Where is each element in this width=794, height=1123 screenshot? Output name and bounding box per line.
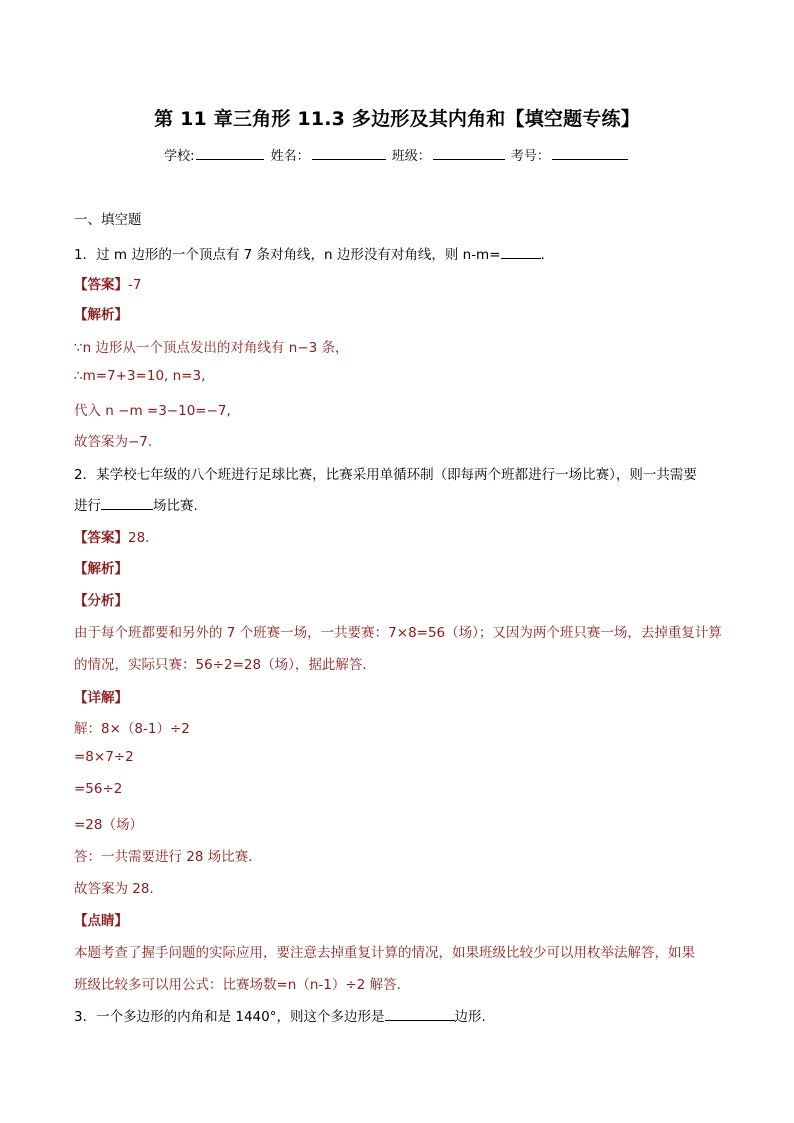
school-blank: [196, 147, 264, 160]
detail-line: 解：8×（8-1）÷2: [74, 721, 190, 737]
analysis-line: ∴m=7+3=10, n=3,: [74, 368, 206, 384]
section-title: 一、填空题: [74, 212, 142, 228]
question-1-tail: .: [540, 247, 545, 263]
dianjing-tag: 【点睛】: [74, 913, 128, 929]
analysis-line: 代入 n −m =3−10=−7,: [74, 403, 231, 419]
answer-tag: 【答案】: [74, 530, 128, 546]
fenxi-tag: 【分析】: [74, 593, 128, 609]
question-2-tail: 场比赛.: [153, 498, 198, 514]
detail-line: 故答案为 28．: [74, 881, 163, 897]
question-3-text: 3．一个多边形的内角和是 1440°，则这个多边形是: [74, 1009, 385, 1025]
dianjing-line: 本题考查了握手问题的实际应用，要注意去掉重复计算的情况，如果班级比较少可以用枚举法解答，如果: [74, 945, 695, 961]
question-2-text: 进行: [74, 498, 101, 514]
school-label: 学校:: [164, 149, 195, 164]
analysis-tag: 【解析】: [74, 307, 128, 323]
class-blank: [433, 147, 505, 160]
fenxi-line: 的情况，实际只赛：56÷2=28（场），据此解答．: [74, 657, 376, 673]
fenxi-line: 由于每个班都要和另外的 7 个班赛一场，一共要赛：7×8=56（场）；又因为两个班只赛一场，去掉重复计算: [74, 625, 722, 641]
question-1-blank: [501, 246, 541, 259]
detail-line: =28（场）: [74, 817, 143, 833]
name-blank: [312, 147, 386, 160]
answer-1: [74, 273, 141, 293]
dianjing-line: 班级比较多可以用公式：比赛场数=n（n-1）÷2 解答．: [74, 977, 411, 993]
question-2-line-1: 2．某学校七年级的八个班进行足球比赛，比赛采用单循环制（即每两个班都进行一场比赛），则一共需要: [74, 467, 697, 483]
exam-number-label: 考号：: [510, 149, 550, 164]
answer-value: -7: [128, 277, 142, 293]
question-1: [74, 243, 545, 263]
detail-line: =56÷2: [74, 781, 123, 797]
detail-line: =8×7÷2: [74, 749, 134, 765]
question-2-line-2: [74, 494, 198, 514]
answer-2: [74, 526, 159, 546]
analysis-tag: 【解析】: [74, 561, 128, 577]
analysis-line: ∵n 边形从一个顶点发出的对角线有 n−3 条，: [74, 340, 349, 356]
answer-value: 28．: [128, 530, 159, 546]
student-info-row: [0, 145, 794, 164]
name-label: 姓名：: [270, 149, 310, 164]
page-title: 第 11 章三角形 11.3 多边形及其内角和【填空题专练】: [154, 108, 640, 130]
question-3-tail: 边形.: [454, 1009, 486, 1025]
class-label: 班级：: [391, 149, 431, 164]
detail-tag: 【详解】: [74, 690, 128, 706]
analysis-line: 故答案为−7.: [74, 434, 153, 450]
question-3-blank: [385, 1008, 455, 1021]
exam-number-blank: [552, 147, 628, 160]
question-2-blank: [101, 497, 153, 510]
detail-line: 答：一共需要进行 28 场比赛．: [74, 849, 262, 865]
question-3: [74, 1005, 486, 1025]
question-1-text: 1．过 m 边形的一个顶点有 7 条对角线，n 边形没有对角线，则 n-m=: [74, 247, 501, 263]
answer-tag: 【答案】: [74, 277, 128, 293]
